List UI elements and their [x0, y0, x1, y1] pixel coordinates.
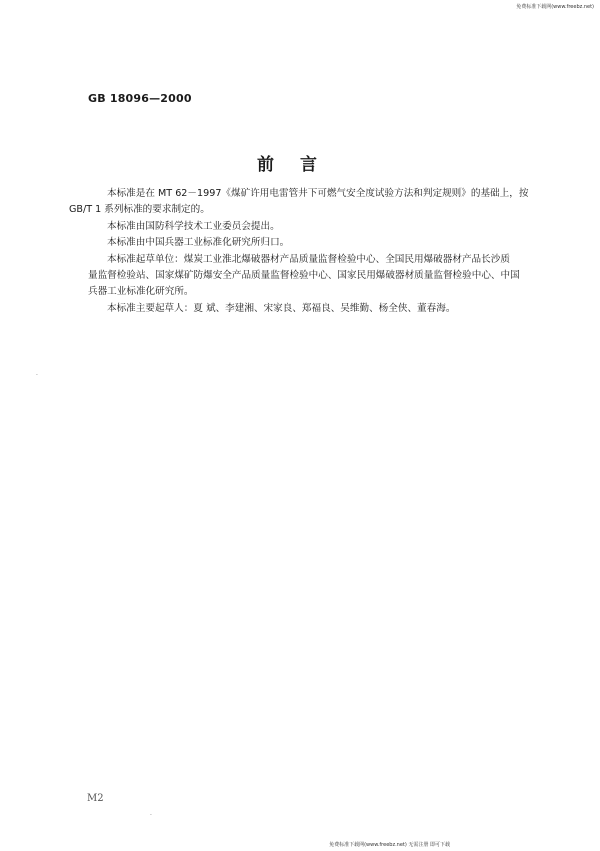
- paragraph: [88, 301, 554, 317]
- watermark-top: 免费标准下载网(www.freebz.net): [516, 4, 594, 10]
- text-line: 量监督检验站、国家煤矿防爆安全产品质量监督检验中心、国家民用爆破器材质量监督检验中心、中国: [88, 270, 520, 282]
- paragraph: [88, 252, 554, 301]
- paragraph: [69, 186, 554, 219]
- scan-speck: ·: [36, 372, 38, 379]
- watermark-bottom: 免费标准下载网(www.freebz.net) 无需注册 即可下载: [329, 842, 450, 848]
- standard-code: GB 18096—2000: [88, 92, 192, 105]
- page-title: 前言: [257, 155, 343, 175]
- text-line: 本标准主要起草人：夏 斌、李建湘、宋家良、郑福良、吴维勤、杨全侠、董春海。: [107, 302, 456, 314]
- text-line: 本标准由国防科学技术工业委员会提出。: [107, 220, 280, 232]
- page-number: M2: [87, 793, 104, 804]
- foreword-body: [69, 186, 554, 317]
- text-line: 本标准是在 MT 62－1997《煤矿许用电雷管井下可燃气安全度试验方法和判定规则》的基础上，按: [107, 188, 529, 199]
- paragraph: [88, 219, 554, 235]
- text-line: 兵器工业标准化研究所。: [88, 286, 194, 298]
- text-line: 本标准起草单位：煤炭工业淮北爆破器材产品质量监督检验中心、全国民用爆破器材产品长沙质: [107, 253, 510, 265]
- paragraph: [88, 235, 554, 251]
- text-line: 本标准由中国兵器工业标准化研究所归口。: [107, 237, 290, 249]
- text-line: GB/T 1 系列标准的要求制定的。: [69, 204, 210, 216]
- scan-speck: ·: [150, 812, 152, 819]
